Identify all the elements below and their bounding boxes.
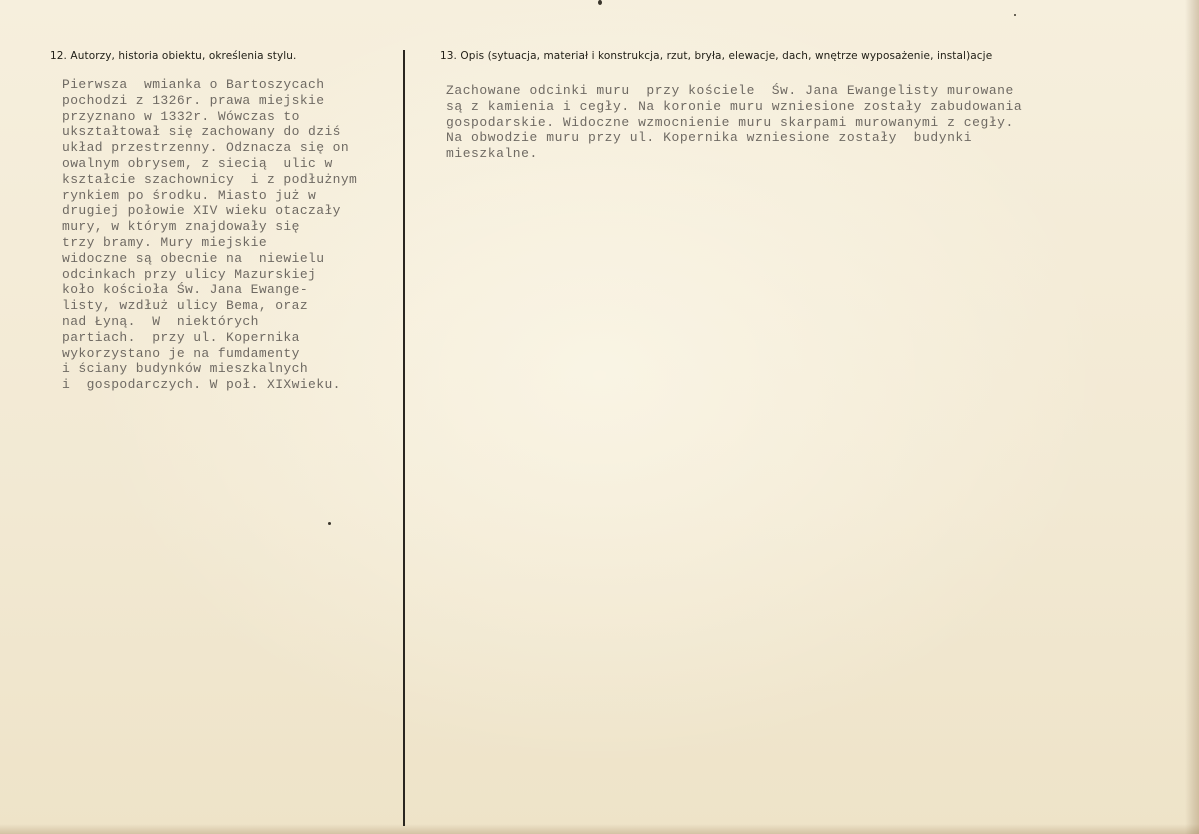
paper-speck [598, 0, 602, 5]
section-13-header: 13. Opis (sytuacja, materiał i konstrukcja, rzut, bryła, elewacje, dach, wnętrze wyposażenie, instal)acje [440, 50, 993, 62]
section-12-header: 12. Autorzy, historia obiektu, określenia stylu. [50, 50, 297, 62]
paper-speck [328, 522, 331, 525]
paper-edge-shadow-right [1185, 0, 1199, 834]
description-typed-text: Zachowane odcinki muru przy kościele Św. Jana Ewangelisty murowane są z kamienia i cegły. Na koronie muru wzniesione zostały zabudowania gospodarskie. Widoczne wzmocnienie muru skarpami murowanymi z cegły. Na obwodzie muru przy ul. Kopernika wzniesione zostały budynki mieszkalne. [446, 83, 1023, 162]
history-typed-text: Pierwsza wmianka o Bartoszycach pochodzi z 1326r. prawa miejskie przyznano w 1332r. Wówczas to ukształtował się zachowany do dziś układ przestrzenny. Odznacza się on owalnym obrysem, z siecią ulic w kształcie szachownicy i z podłużnym rynkiem po środku. Miasto już w drugiej połowie XIV wieku otaczały mury, w którym znajdowały się trzy bramy. Mury miejskie widoczne są obecnie na niewielu odcinkach przy ulicy Mazurskiej koło kościoła Św. Jana Ewange- listy, wzdłuż ulicy Bema, oraz nad Łyną. W niektórych partiach. przy ul. Kopernika wykorzystano je na fumdamenty i ściany budynków mieszkalnych i gospodarczych. W poł. XIXwieku. [62, 77, 358, 393]
paper-speck [1014, 14, 1016, 16]
paper-edge-shadow-bottom [0, 824, 1199, 834]
column-divider [403, 50, 405, 826]
